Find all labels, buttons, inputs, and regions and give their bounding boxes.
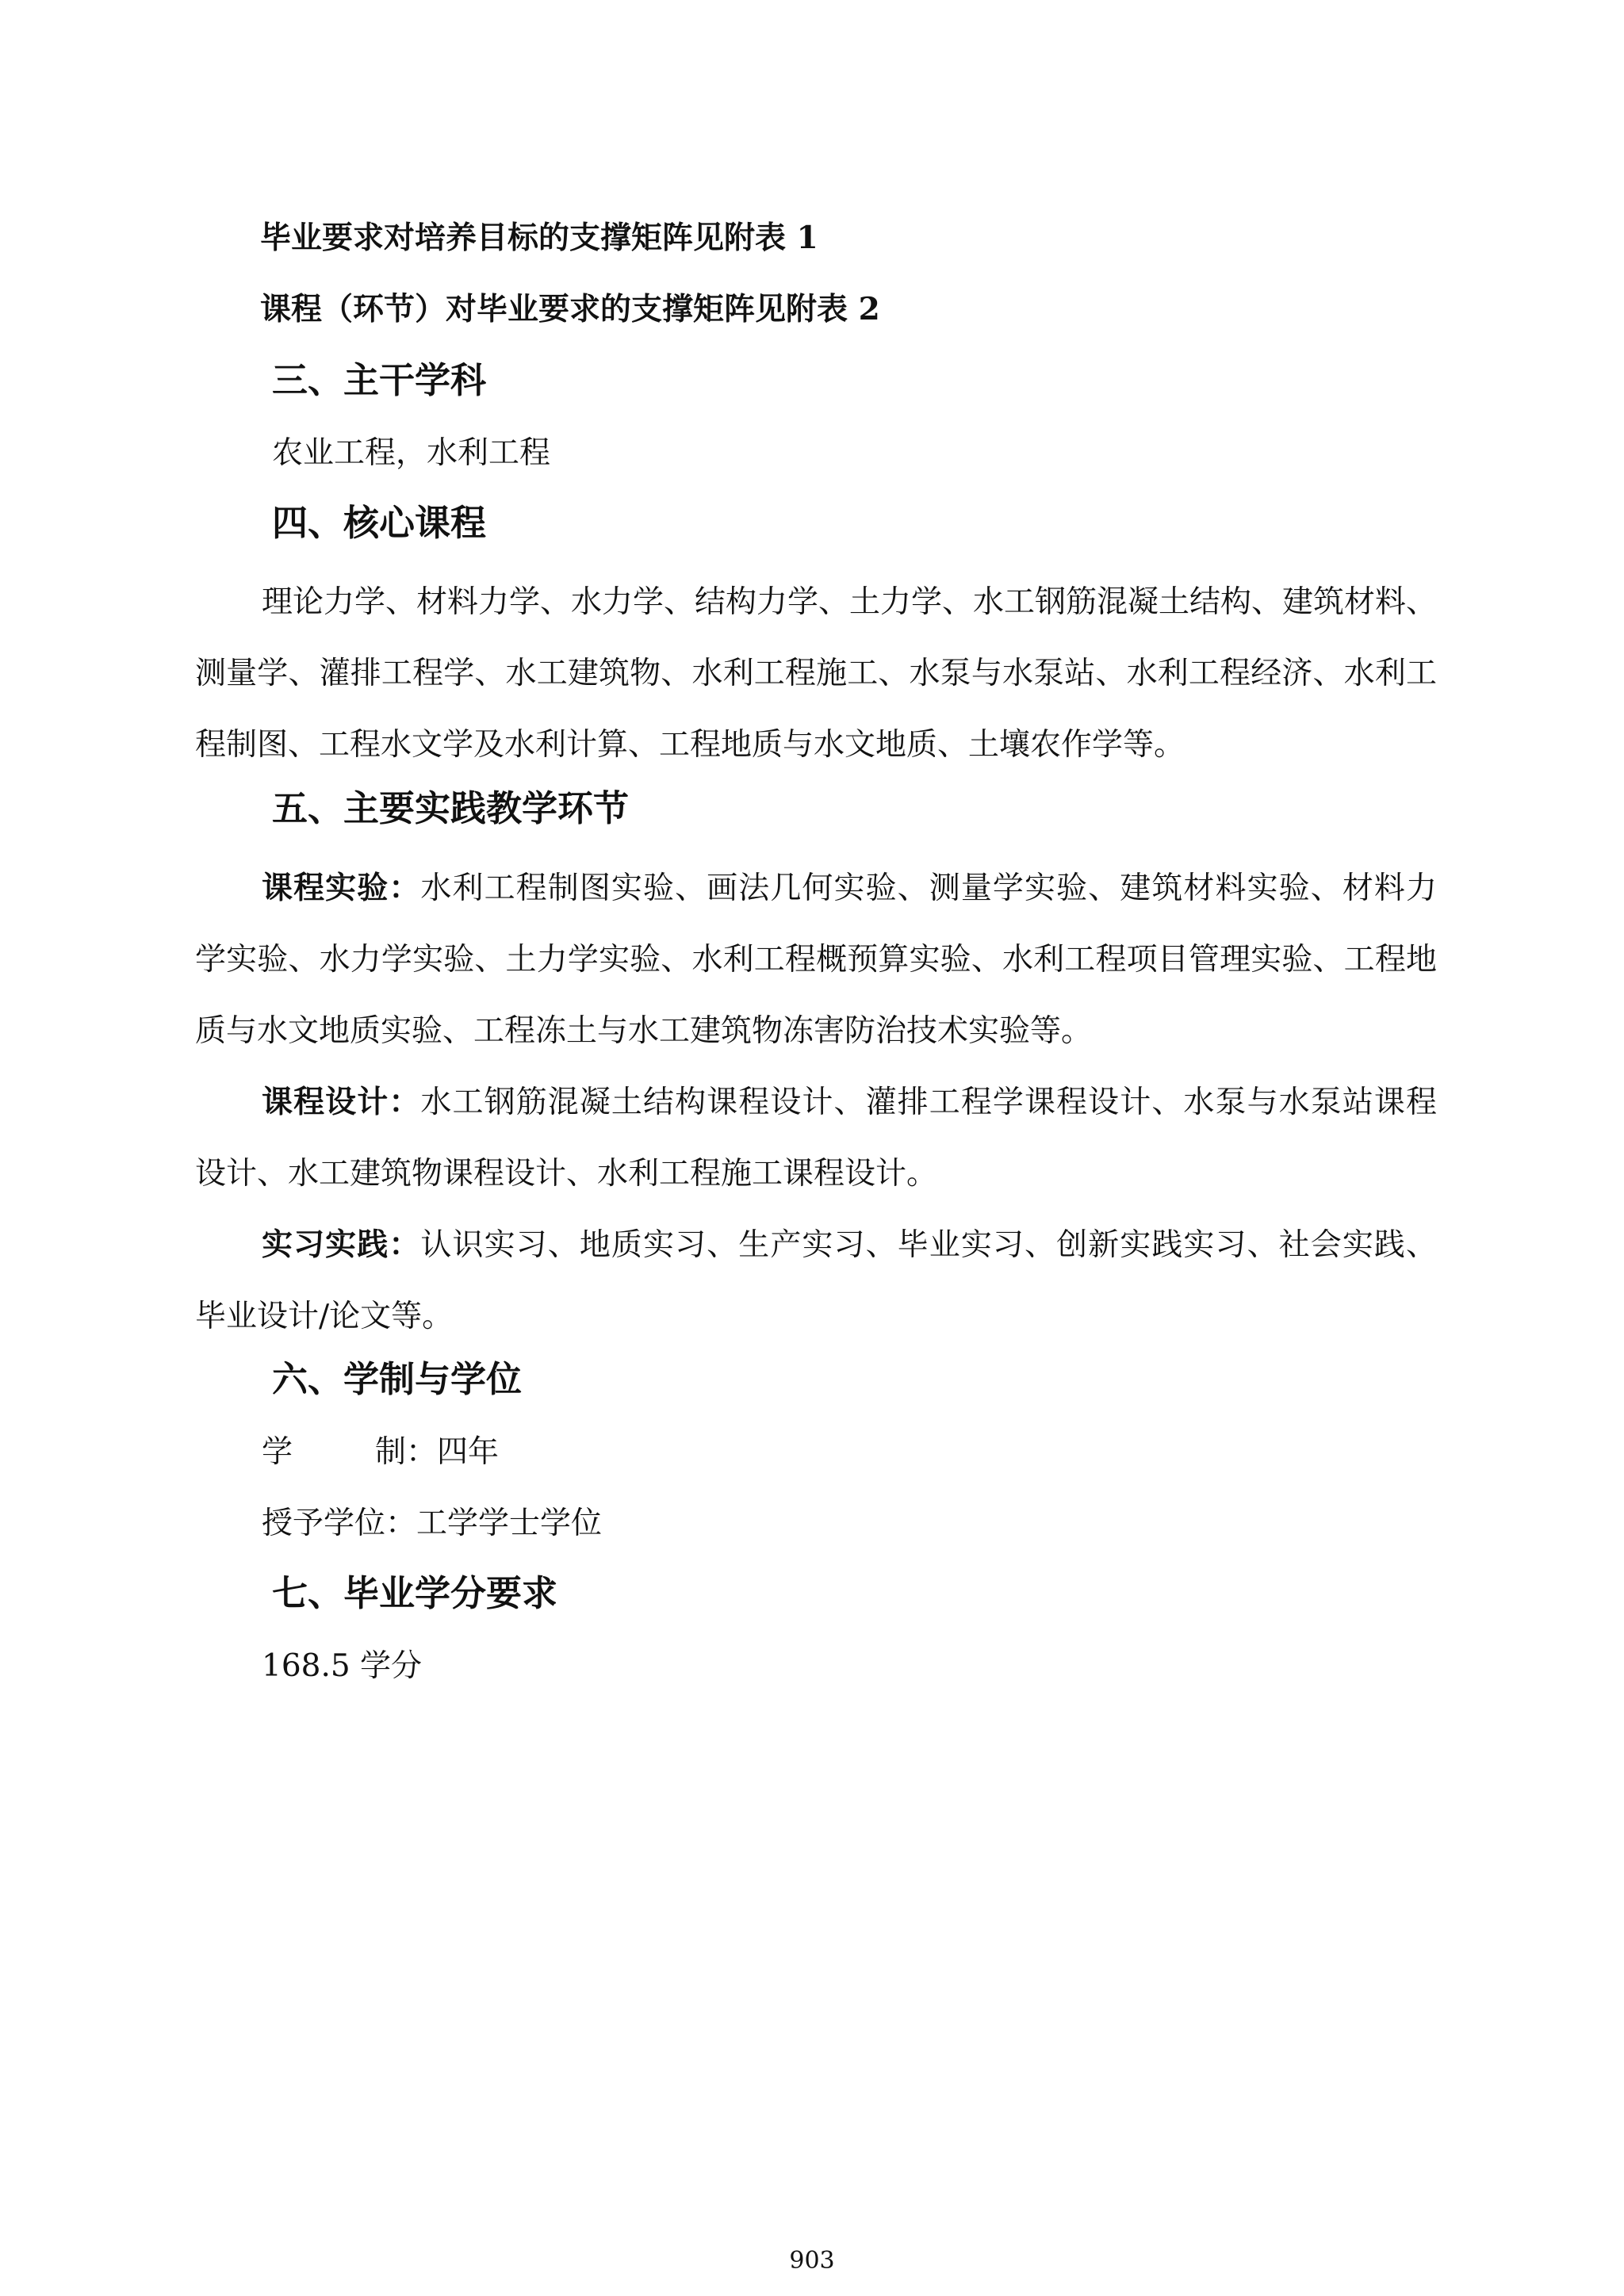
internship-practice-text: 认识实习、地质实习、生产实习、毕业实习、创新实践实习、社会实践、毕业设计/论文等。 (195, 1227, 1437, 1334)
degree-line (262, 1505, 602, 1543)
internship-practice-paragraph (195, 1209, 1437, 1353)
internship-practice-label: 实习实践： (262, 1226, 421, 1263)
course-design-paragraph (195, 1066, 1437, 1210)
course-experiments-text: 水利工程制图实验、画法几何实验、测量学实验、建筑材料实验、材料力学实验、水力学实验、土力学实验、水利工程概预算实验、水利工程项目管理实验、工程地质与水文地质实验、工程冻土与水工建筑物冻害防治技术实验等。 (195, 871, 1437, 1049)
duration-line (262, 1433, 499, 1471)
section-heading-practice-teaching: 五、主要实践教学环节 (272, 787, 630, 829)
section-heading-core-courses: 四、核心课程 (272, 502, 487, 544)
page-number: 903 (789, 2247, 835, 2275)
major-disciplines-text: 农业工程，水利工程 (272, 435, 551, 471)
section-heading-credit-requirements: 七、毕业学分要求 (272, 1572, 558, 1614)
duration-label-first: 学 (262, 1434, 293, 1470)
credit-requirement-text: 168.5 学分 (262, 1648, 423, 1684)
degree-label: 授予学位： (262, 1506, 417, 1541)
duration-value: 四年 (437, 1434, 500, 1470)
matrix-reference-1: 毕业要求对培养目标的支撑矩阵见附表 1 (260, 220, 818, 256)
course-design-label: 课程设计： (262, 1084, 421, 1120)
section-heading-duration-degree: 六、学制与学位 (272, 1358, 523, 1400)
degree-value: 工学学士学位 (416, 1506, 603, 1541)
course-experiments-paragraph (195, 852, 1437, 1067)
duration-label-second: 制： (375, 1434, 438, 1470)
matrix-reference-2: 课程（环节）对毕业要求的支撑矩阵见附表 2 (260, 291, 880, 327)
course-design-text: 水工钢筋混凝土结构课程设计、灌排工程学课程设计、水泵与水泵站课程设计、水工建筑物课程设计、水利工程施工课程设计。 (195, 1085, 1437, 1192)
course-experiments-label: 课程实验： (262, 870, 421, 906)
section-heading-major-disciplines: 三、主干学科 (272, 359, 487, 401)
core-courses-text: 理论力学、材料力学、水力学、结构力学、土力学、水工钢筋混凝土结构、建筑材料、测量学、灌排工程学、水工建筑物、水利工程施工、水泵与水泵站、水利工程经济、水利工程制图、工程水文学及水利计算、工程地质与水文地质、土壤农作学等。 (195, 584, 1438, 763)
